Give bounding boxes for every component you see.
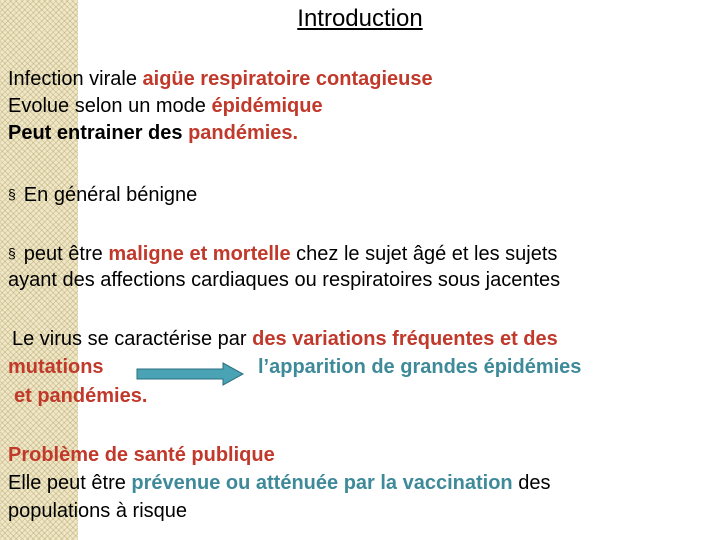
intro-line-2-highlight: épidémique <box>211 95 323 117</box>
bullet-icon: § <box>8 186 16 202</box>
health-line-2-text-a: Elle peut être <box>8 472 132 494</box>
health-line-3-text: populations à risque <box>8 500 188 522</box>
intro-line-3 <box>8 121 298 145</box>
bullet-malignant <box>8 241 557 266</box>
virus-line-1-highlight: des variations fréquentes et des <box>252 328 558 350</box>
health-title: Problème de santé publique <box>8 444 275 466</box>
bullet-malignant-line-2 <box>8 268 560 292</box>
bullet-malignant-text-c: chez le sujet âgé et les sujets <box>290 243 558 265</box>
virus-line-2-left <box>8 355 104 379</box>
bullet-benign <box>8 182 197 207</box>
arrow-right-icon <box>135 362 245 386</box>
intro-line-2-text: Evolue selon un mode <box>8 95 212 117</box>
intro-line-1-highlight: aigüe respiratoire contagieuse <box>142 68 433 90</box>
virus-pandemics: et pandémies. <box>14 385 148 407</box>
health-line-2 <box>8 471 550 495</box>
title-text: Introduction <box>297 5 423 32</box>
intro-line-1 <box>8 67 433 91</box>
virus-line-2-right <box>258 355 581 379</box>
slide-title <box>0 4 720 34</box>
bullet-benign-text: En général bénigne <box>23 184 198 206</box>
health-vaccination: prévenue ou atténuée par la vaccination <box>131 472 513 494</box>
bullet-malignant-text-a: peut être <box>23 243 109 265</box>
virus-mutations: mutations <box>8 356 104 378</box>
bullet-malignant-highlight: maligne et mortelle <box>108 243 291 265</box>
intro-line-3-highlight: pandémies. <box>188 122 299 144</box>
intro-line-2 <box>8 94 323 118</box>
intro-line-3-text: Peut entrainer des <box>8 122 189 144</box>
bullet-malignant-text-line2: ayant des affections cardiaques ou respiratoires sous jacentes <box>8 269 561 291</box>
virus-line-3 <box>14 384 147 408</box>
health-line-1 <box>8 443 275 467</box>
health-line-3 <box>8 499 187 523</box>
health-line-2-text-c: des <box>512 472 551 494</box>
virus-epidemics: l’apparition de grandes épidémies <box>258 356 582 378</box>
intro-line-1-text: Infection virale <box>8 68 143 90</box>
virus-line-1-text: Le virus se caractérise par <box>12 328 253 350</box>
virus-line-1 <box>12 327 558 351</box>
bullet-icon: § <box>8 245 16 261</box>
